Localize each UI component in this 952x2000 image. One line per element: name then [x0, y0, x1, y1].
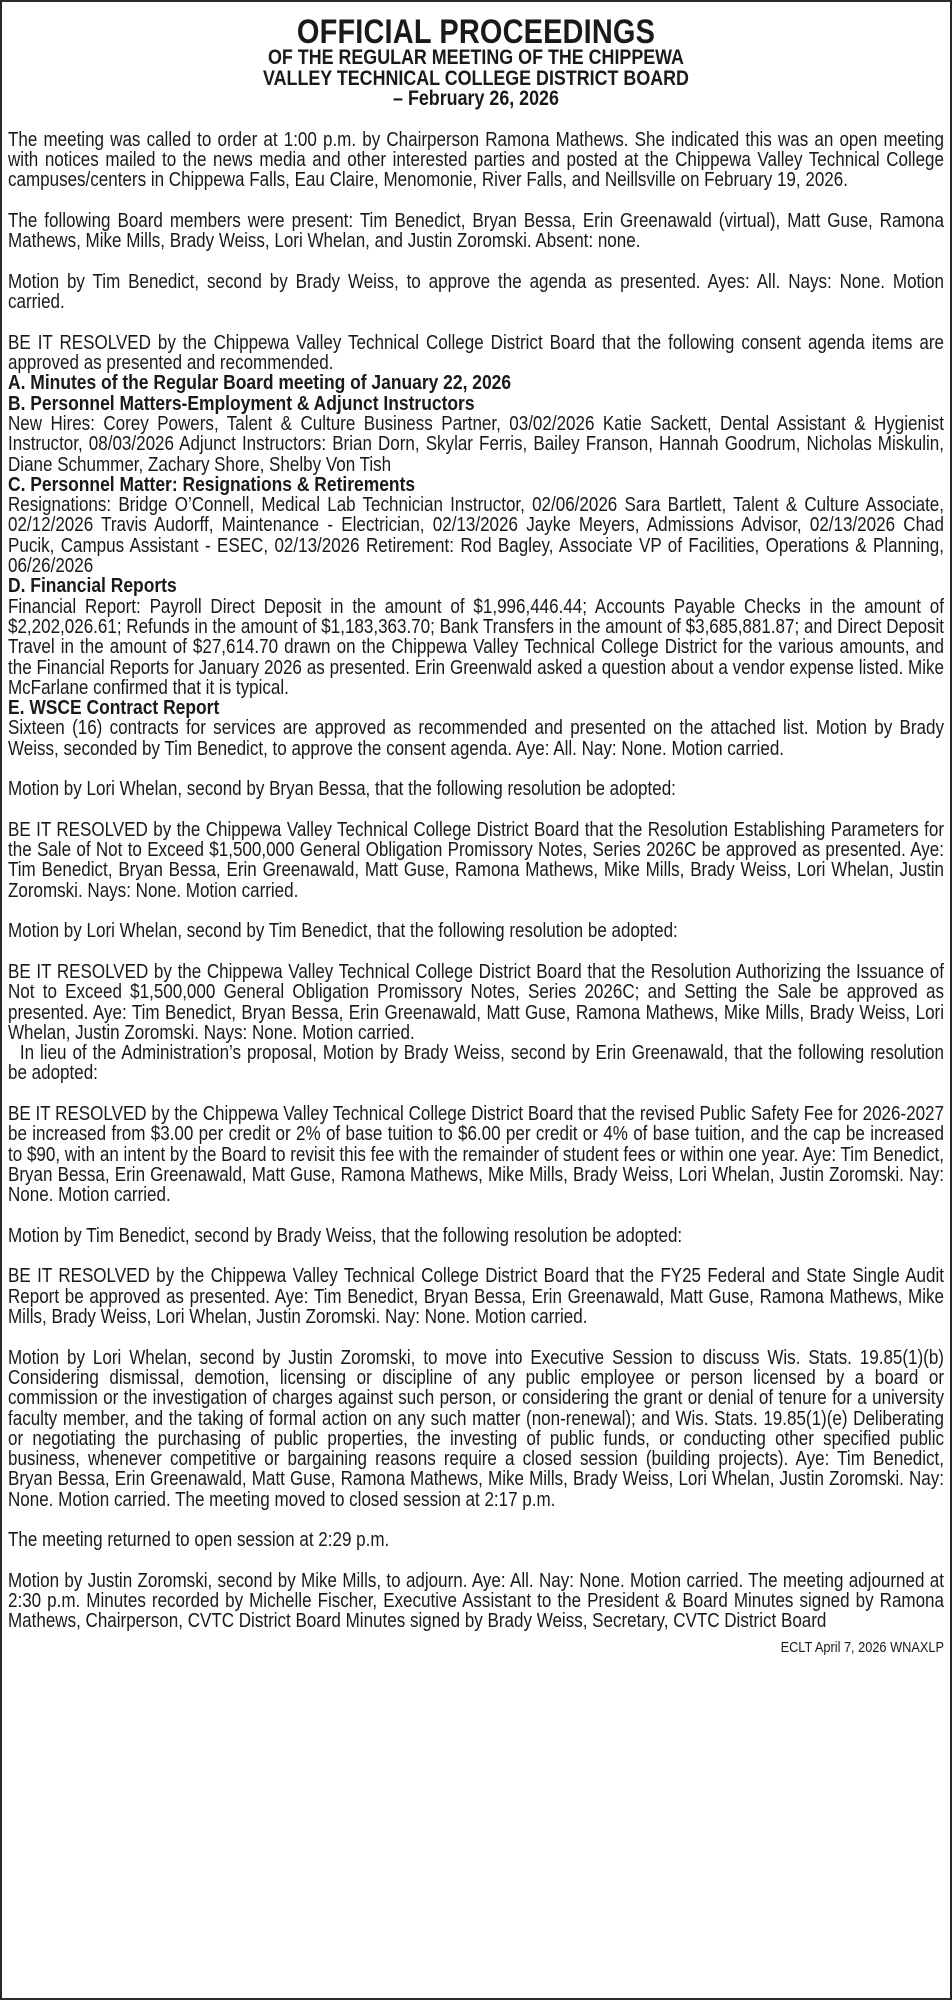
resolution-1-text: BE IT RESOLVED by the Chippewa Valley Technical College District Board that the Resolution Establishing Parameters for the Sale of Not to Exceed $1,500,000 General Obligation Promissory Notes, Series 2026C be approved as presented. Aye: Tim Benedict, Bryan Bessa, Erin Greenawald, Matt Guse, Ramona Mathews, Mike Mills, Brady Weiss, Lori Whelan, Justin Zoromski. Nays: None. Motion carried.: [8, 818, 944, 902]
publication-reference: ECLT April 7, 2026 WNAXLP: [780, 1638, 944, 1656]
notice-subtitle-line-2: VALLEY TECHNICAL COLLEGE DISTRICT BOARD: [263, 66, 689, 90]
consent-item-b-body: New Hires: Corey Powers, Talent & Culture Business Partner, 03/02/2026 Katie Sackett, Dental Assistant & Hygienist Instructor, 08/03/2026 Adjunct Instructors: Brian Dorn, Skylar Ferris, Bailey Franson, Hannah Goodrum, Nicholas Miskulin, Diane Schummer, Zachary Shore, Shelby Von Tish: [8, 412, 944, 476]
attendance-paragraph: The following Board members were present: Tim Benedict, Bryan Bessa, Erin Greenawald (virtual), Matt Guse, Ramona Mathews, Mike Mills, Brady Weiss, Lori Whelan, and Justin Zoromski. Absent: none.: [8, 209, 944, 253]
resolution-2-motion: Motion by Lori Whelan, second by Tim Benedict, that the following resolution be adopted:: [8, 920, 678, 943]
resolution-4-text: BE IT RESOLVED by the Chippewa Valley Technical College District Board that the FY25 Federal and State Single Audit Report be approved as presented. Aye: Tim Benedict, Bryan Bessa, Erin Greenawald, Matt Guse, Ramona Mathews, Mike Mills, Brady Weiss, Lori Whelan, Justin Zoromski. Nay: None. Motion carried.: [8, 1265, 944, 1329]
notice-header: [8, 13, 944, 110]
consent-item-c-heading: C. Personnel Matter: Resignations & Retirements: [8, 472, 416, 496]
open-session-paragraph: The meeting returned to open session at 2:29 p.m.: [8, 1529, 390, 1552]
adjournment-paragraph: Motion by Justin Zoromski, second by Mike Mills, to adjourn. Aye: All. Nay: None. Motion carried. The meeting adjourned at 2:30 p.m. Minutes recorded by Michelle Fischer, Executive Assistant to the President & Board Minutes signed by Ramona Mathews, Chairperson, CVTC District Board Minutes signed by Brady Weiss, Secretary, CVTC District Board: [8, 1569, 944, 1633]
consent-item-c-body: Resignations: Bridge O’Connell, Medical Lab Technician Instructor, 02/06/2026 Sara Bartlett, Talent & Culture Associate, 02/12/2026 Travis Audorff, Maintenance - Electrician, 02/13/2026 Jayke Meyers, Admissions Advisor, 02/13/2026 Chad Pucik, Campus Assistant - ESEC, 02/13/2026 Retirement: Rod Bagley, Associate VP of Facilities, Operations & Planning, 06/26/2026: [8, 494, 944, 578]
call-to-order-paragraph: The meeting was called to order at 1:00 p.m. by Chairperson Ramona Mathews. She indicated this was an open meeting with notices mailed to the news media and other interested parties and posted at the Chippewa Valley Technical College campuses/centers in Chippewa Falls, Eau Claire, Menomonie, River Falls, and Neillsville on February 19, 2026.: [8, 128, 944, 192]
consent-agenda: [8, 333, 944, 759]
notice-content: [8, 13, 944, 1658]
consent-item-d-heading: D. Financial Reports: [8, 574, 177, 598]
consent-item-b-heading: B. Personnel Matters-Employment & Adjunct Instructors: [8, 391, 475, 415]
executive-session-paragraph: Motion by Lori Whelan, second by Justin Zoromski, to move into Executive Session to discuss Wis. Stats. 19.85(1)(b) Considering dismissal, demotion, licensing or discipline of any public employee or person licensed by a board or commission or the investigation of charges against such person, or considering the grant or denial of tenure for a university faculty member, and the taking of formal action on any such matter (non-renewal); and Wis. Stats. 19.85(1)(e) Deliberating or negotiating the purchasing of public properties, the investing of public funds, or conducting other specified public business, whenever competitive or bargaining reasons require a closed session (building projects). Aye: Tim Benedict, Bryan Bessa, Erin Greenawald, Matt Guse, Ramona Mathews, Mike Mills, Brady Weiss, Lori Whelan, Justin Zoromski. Nay: None. Motion carried. The meeting moved to closed session at 2:17 p.m.: [8, 1346, 944, 1511]
consent-item-d-body: Financial Report: Payroll Direct Deposit in the amount of $1,996,446.44; Accounts Payable Checks in the amount of $2,202,026.61; Refunds in the amount of $1,183,363.70; Bank Transfers in the amount of $3,685,881.87; and Direct Deposit Travel in the amount of $27,614.70 drawn on the Chippewa Valley Technical College District for the various amounts, and the Financial Reports for January 2026 as presented. Erin Greenwald asked a question about a vendor expense listed. Mike McFarlane confirmed that it is typical.: [8, 595, 944, 699]
consent-item-e-heading: E. WSCE Contract Report: [8, 696, 220, 720]
consent-item-e-body: Sixteen (16) contracts for services are approved as recommended and presented on the attached list. Motion by Brady Weiss, seconded by Tim Benedict, to approve the consent agenda. Aye: All. Nay: None. Motion carried.: [8, 717, 944, 760]
notice-subtitle-line-1: OF THE REGULAR MEETING OF THE CHIPPEWA: [268, 46, 684, 69]
resolution-2-text: BE IT RESOLVED by the Chippewa Valley Technical College District Board that the Resolution Authorizing the Issuance of Not to Exceed $1,500,000 General Obligation Promissory Notes, Series 2026C; and Setting the Sale be approved as presented. Aye: Tim Benedict, Bryan Bessa, Erin Greenawald, Matt Guse, Ramona Mathews, Mike Mills, Brady Weiss, Lori Whelan, Justin Zoromski. Nays: None. Motion carried.: [8, 960, 944, 1044]
resolution-3-motion: In lieu of the Administration’s proposal, Motion by Brady Weiss, second by Erin Greenawald, that the following resolution be adopted:: [8, 1042, 944, 1085]
meeting-date: – February 26, 2026: [393, 87, 559, 110]
resolution-1-motion: Motion by Lori Whelan, second by Bryan Bessa, that the following resolution be adopted:: [8, 778, 676, 801]
notice-title: OFFICIAL PROCEEDINGS: [296, 13, 656, 51]
consent-intro: BE IT RESOLVED by the Chippewa Valley Technical College District Board that the following consent agenda items are approved as presented and recommended.: [8, 331, 944, 375]
resolution-4-motion: Motion by Tim Benedict, second by Brady Weiss, that the following resolution be adopted:: [8, 1224, 683, 1247]
consent-item-a-heading: A. Minutes of the Regular Board meeting of January 22, 2026: [8, 371, 512, 395]
resolution-3-text: BE IT RESOLVED by the Chippewa Valley Technical College District Board that the revised Public Safety Fee for 2026-2027 be increased from $3.00 per credit or 2% of base tuition to $6.00 per credit or 4% of base tuition, and the cap be increased to $90, with an intent by the Board to revisit this fee with the remainder of student fees or within one year. Aye: Tim Benedict, Bryan Bessa, Erin Greenawald, Matt Guse, Ramona Mathews, Mike Mills, Brady Weiss, Lori Whelan, Justin Zoromski. Nay: None. Motion carried.: [8, 1103, 944, 1207]
agenda-motion-paragraph: Motion by Tim Benedict, second by Brady Weiss, to approve the agenda as presented. Ayes: All. Nays: None. Motion carried.: [8, 270, 944, 314]
